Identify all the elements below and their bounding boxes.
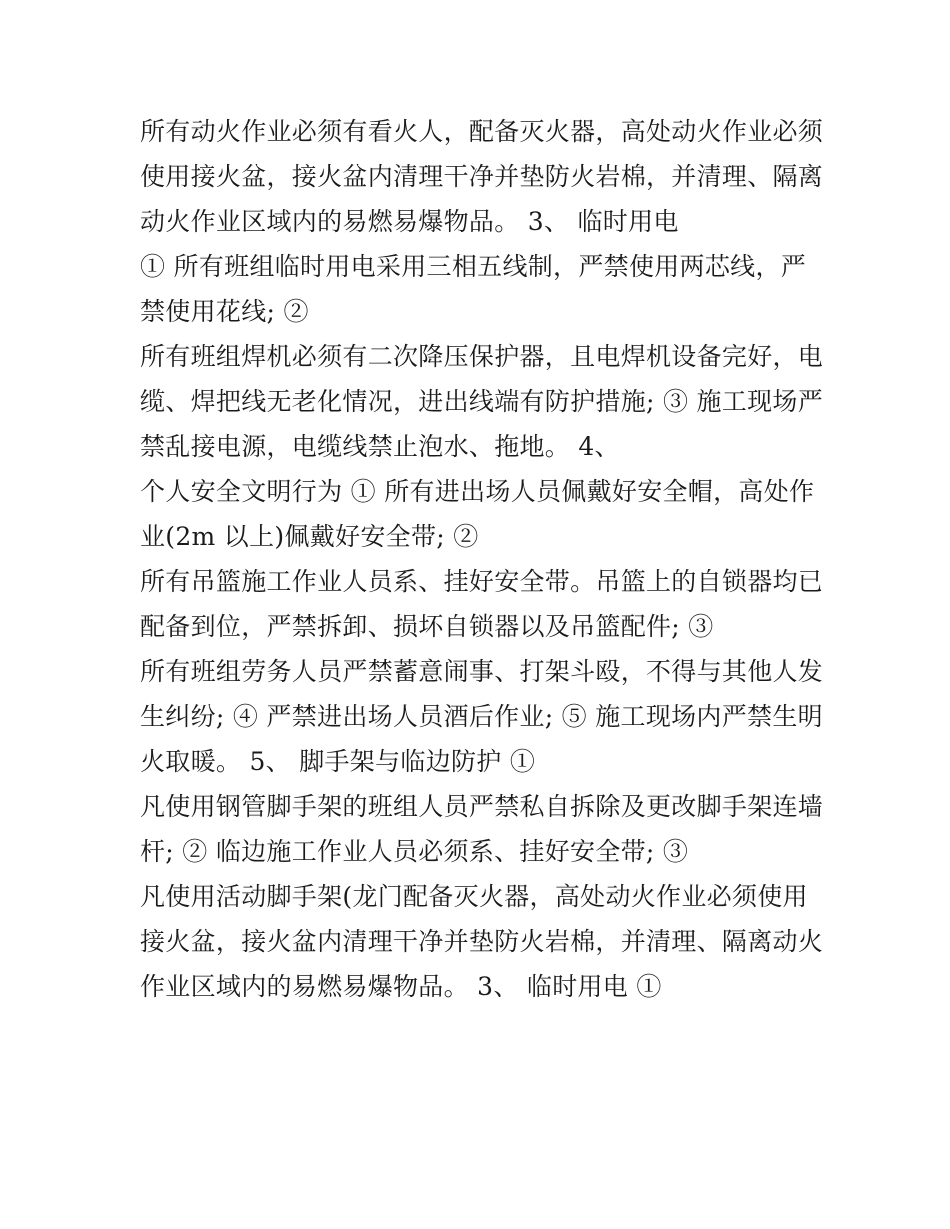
text-line-12: 配备到位，严禁拆卸、损坏自锁器以及吊篮配件; ③ [140, 612, 714, 641]
text-line-6: 所有班组焊机必须有二次降压保护器，且电焊机设备完好，电 [140, 342, 824, 371]
body-text [140, 109, 824, 1009]
text-line-3: 动火作业区域内的易燃易爆物品。 3、 临时用电 [140, 207, 679, 236]
text-line-7: 缆、焊把线无老化情况，进出线端有防护措施; ③ 施工现场严 [140, 387, 824, 416]
text-line-2: 使用接火盆，接火盆内清理干净并垫防火岩棉，并清理、隔离 [140, 162, 824, 191]
text-line-8: 禁乱接电源，电缆线禁止泡水、拖地。 4、 [140, 432, 620, 461]
text-line-4: ① 所有班组临时用电采用三相五线制，严禁使用两芯线，严 [140, 252, 807, 281]
text-line-18: 凡使用活动脚手架(龙门配备灭火器，高处动火作业必须使用 [140, 882, 808, 911]
text-line-16: 凡使用钢管脚手架的班组人员严禁私自拆除及更改脚手架连墙 [140, 792, 824, 821]
text-line-19: 接火盆，接火盆内清理干净并垫防火岩棉，并清理、隔离动火 [140, 927, 824, 956]
text-line-1: 所有动火作业必须有看火人，配备灭火器，高处动火作业必须 [140, 117, 824, 146]
text-line-13: 所有班组劳务人员严禁蓄意闹事、打架斗殴，不得与其他人发 [140, 657, 824, 686]
text-line-20: 作业区域内的易燃易爆物品。 3、 临时用电 ① [140, 972, 662, 1001]
text-line-9: 个人安全文明行为 ① 所有进出场人员佩戴好安全帽，高处作 [140, 477, 815, 506]
text-line-15: 火取暖。 5、 脚手架与临边防护 ① [140, 747, 536, 776]
text-line-11: 所有吊篮施工作业人员系、挂好安全带。吊篮上的自锁器均已 [140, 567, 824, 596]
text-line-14: 生纠纷; ④ 严禁进出场人员酒后作业; ⑤ 施工现场内严禁生明 [140, 702, 823, 731]
text-line-10: 业(2m 以上)佩戴好安全带; ② [140, 522, 479, 551]
text-line-5: 禁使用花线; ② [140, 297, 309, 326]
text-line-17: 杆; ② 临边施工作业人员必须系、挂好安全带; ③ [140, 837, 689, 866]
